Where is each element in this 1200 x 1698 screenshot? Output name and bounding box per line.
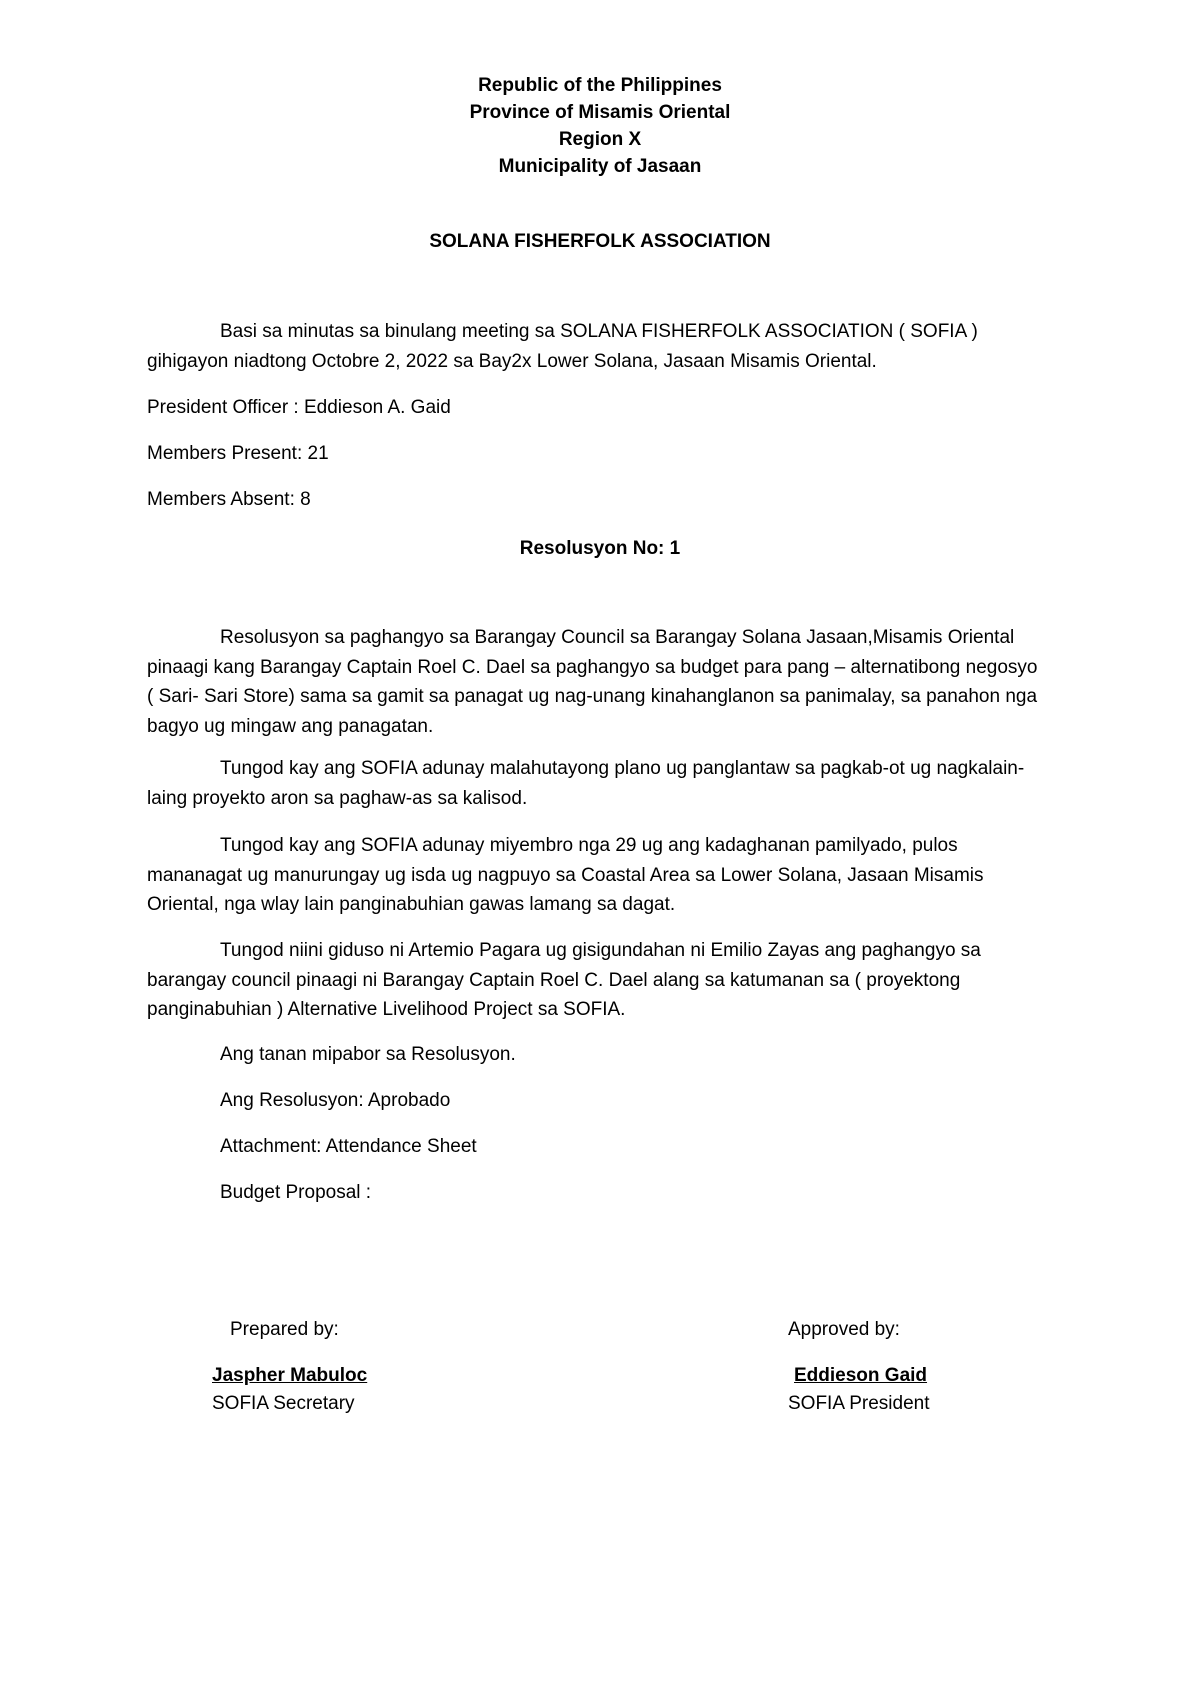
- resolution-paragraph-3: Tungod kay ang SOFIA adunay miyembro nga 29 ug ang kadaghanan pamilyado, pulos mananagat ug manurungay ug isda ug nagpuyo sa Coastal Area sa Lower Solana, Jasaan Misamis Oriental, nga wlay lain panginabuhian gawas lamang sa dagat.: [147, 835, 984, 915]
- attachment-line: Attachment: Attendance Sheet: [220, 1136, 477, 1157]
- approved-by-label: Approved by:: [788, 1319, 900, 1340]
- status-line: Ang Resolusyon: Aprobado: [220, 1090, 451, 1111]
- header-region: Region X: [558, 129, 642, 150]
- resolution-title: Resolusyon No: 1: [519, 538, 681, 559]
- budget-line: Budget Proposal :: [220, 1182, 372, 1203]
- favor-line: Ang tanan mipabor sa Resolusyon.: [220, 1044, 516, 1065]
- president-officer: President Officer : Eddieson A. Gaid: [147, 397, 451, 418]
- prepared-by-title: SOFIA Secretary: [212, 1393, 355, 1414]
- header-country: Republic of the Philippines: [478, 75, 722, 96]
- organization-title: SOLANA FISHERFOLK ASSOCIATION: [429, 231, 771, 252]
- header-municipality: Municipality of Jasaan: [498, 156, 702, 177]
- prepared-by-name: Jaspher Mabuloc: [212, 1365, 368, 1386]
- approved-by-title: SOFIA President: [788, 1393, 930, 1414]
- members-absent: Members Absent: 8: [147, 489, 311, 510]
- prepared-by-label: Prepared by:: [230, 1319, 339, 1340]
- intro-paragraph: Basi sa minutas sa binulang meeting sa SOLANA FISHERFOLK ASSOCIATION ( SOFIA ) gihigayon niadtong Octobre 2, 2022 sa Bay2x Lower Solana, Jasaan Misamis Oriental.: [147, 321, 978, 372]
- document-header: [0, 72, 1200, 180]
- header-province: Province of Misamis Oriental: [469, 102, 731, 123]
- resolution-paragraph-1: Resolusyon sa paghangyo sa Barangay Council sa Barangay Solana Jasaan,Misamis Oriental pinaagi kang Barangay Captain Roel C. Dael sa paghangyo sa budget para pang – alternatibong negosyo ( Sari- Sari Store) sama sa gamit sa panagat ug nag-unang kinahanglanon sa panimalay, sa panahon nga bagyo ug mingaw ang panagatan.: [147, 627, 1038, 737]
- approved-by-name: Eddieson Gaid: [794, 1365, 928, 1386]
- resolution-paragraph-2: Tungod kay ang SOFIA adunay malahutayong plano ug panglantaw sa pagkab-ot ug nagkalain-laing proyekto aron sa paghaw-as sa kalisod.: [147, 758, 1025, 809]
- members-present: Members Present: 21: [147, 443, 329, 464]
- resolution-paragraph-4: Tungod niini giduso ni Artemio Pagara ug gisigundahan ni Emilio Zayas ang paghangyo sa barangay council pinaagi ni Barangay Captain Roel C. Dael alang sa katumanan sa ( proyektong panginabuhian ) Alternative Livelihood Project sa SOFIA.: [147, 940, 981, 1020]
